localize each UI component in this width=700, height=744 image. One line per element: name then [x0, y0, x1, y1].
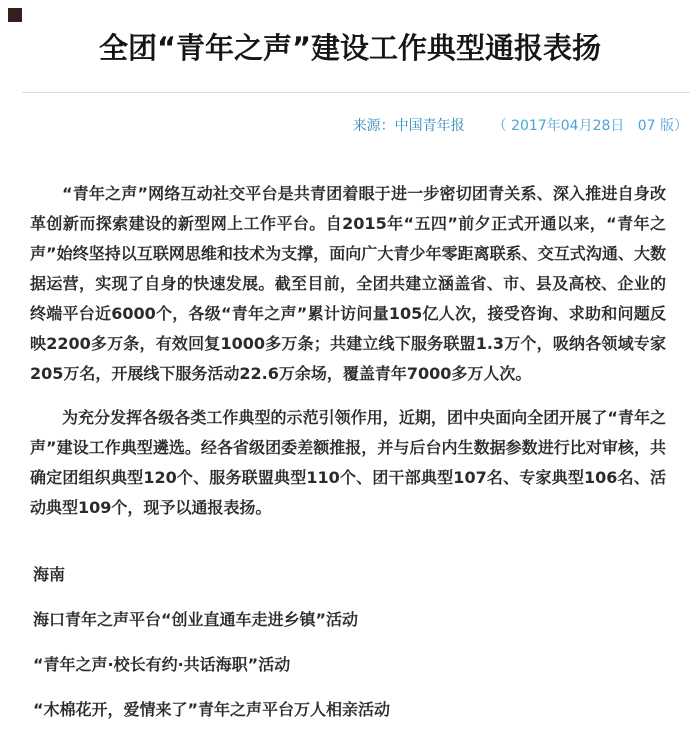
- region-heading: 海南: [33, 565, 66, 584]
- list-item: “青年之声·校长有约·共话海职”活动: [33, 655, 291, 674]
- list-item: “木棉花开，爱情来了”青年之声平台万人相亲活动: [33, 700, 391, 719]
- publish-date: （ 2017年04月28日 07 版）: [492, 118, 688, 134]
- source-row: [0, 99, 688, 153]
- article-body: [30, 179, 666, 523]
- paragraph: “青年之声”网络互动社交平台是共青团着眼于进一步密切团青关系、深入推进自身改革创新而探索建设的新型网上工作平台。自2015年“五四”前夕正式开通以来，“青年之声”始终坚持以互联网思维和技术为支撑，面向广大青少年零距离联系、交互式沟通、大数据运营，实现了自身的快速发展。截至目前，全团共建立涵盖省、市、县及高校、企业的终端平台近6000个，各级“青年之声”累计访问量105亿人次，接受咨询、求助和问题反映2200多万条，有效回复1000多万条；共建立线下服务联盟1.3万个，吸纳各领域专家205万名，开展线下服务活动22.6万余场，覆盖青年7000多万人次。: [30, 184, 666, 383]
- corner-square-icon: [8, 8, 22, 22]
- title-divider: [22, 92, 690, 93]
- region-section-hainan: [33, 565, 666, 719]
- page-title: 全团“青年之声”建设工作典型通报表扬: [98, 31, 602, 65]
- list-item: 海口青年之声平台“创业直通车走进乡镇”活动: [33, 610, 359, 629]
- source-link[interactable]: 来源：中国青年报: [352, 118, 465, 134]
- paragraph: 为充分发挥各级各类工作典型的示范引领作用，近期，团中央面向全团开展了“青年之声”建设工作典型遴选。经各省级团委差额推报，并与后台内生数据参数进行比对审核，共确定团组织典型120个、服务联盟典型110个、团干部典型107名、专家典型106名、活动典型109个，现予以通报表扬。: [30, 408, 666, 517]
